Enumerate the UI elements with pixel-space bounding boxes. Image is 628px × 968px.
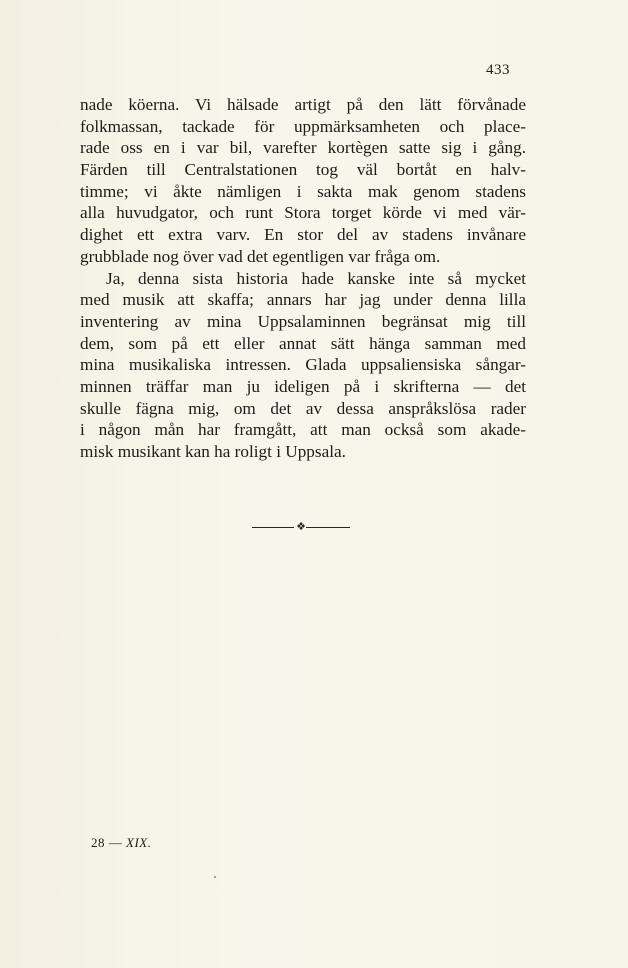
text-line: dem, som på ett eller annat sätt hänga samman med	[80, 333, 526, 353]
text-line: misk musikant kan ha roligt i Uppsala.	[80, 442, 346, 461]
divider-rule-left	[252, 527, 294, 528]
text-line: med musik att skaffa; annars har jag under denna lilla	[80, 290, 526, 310]
text-line: alla huvudgator, och runt Stora torget körde vi med vär-	[80, 203, 526, 223]
page-number: 433	[486, 62, 510, 78]
paper-speck	[214, 876, 216, 878]
text-line: nade köerna. Vi hälsade artigt på den lätt förvånade	[80, 95, 526, 114]
text-line: grubblade nog över vad det egentligen var fråga om.	[80, 246, 441, 266]
body-text	[80, 94, 526, 463]
text-line: timme; vi åkte nämligen i sakta mak genom stadens	[80, 181, 526, 201]
printer-signature-mark	[91, 835, 151, 851]
text-line: Färden till Centralstationen tog väl bortåt en halv-	[80, 160, 526, 180]
signature-volume: XIX.	[126, 835, 152, 850]
text-line: mina musikaliska intressen. Glada uppsaliensiska sångar-	[80, 355, 526, 375]
signature-sheet-number: 28	[91, 835, 105, 850]
fleuron-icon: ❖	[296, 521, 306, 533]
text-line: skulle fägna mig, om det av dessa anspråkslösa rader	[80, 398, 526, 418]
divider-rule-right	[306, 527, 350, 528]
section-divider-ornament	[252, 521, 350, 535]
text-line: rade oss en i var bil, varefter kortègen satte sig i gång.	[80, 138, 526, 158]
text-line: inventering av mina Uppsalaminnen begränsat mig till	[80, 311, 526, 331]
text-line: dighet ett extra varv. En stor del av stadens invånare	[80, 225, 526, 245]
text-line: minnen träffar man ju ideligen på i skrifterna — det	[80, 376, 526, 396]
text-line-paragraph-start: Ja, denna sista historia hade kanske inte så mycket	[106, 268, 526, 288]
text-line: folkmassan, tackade för uppmärksamheten och place-	[80, 116, 526, 136]
signature-dash: —	[108, 835, 123, 850]
text-line: i någon mån har framgått, att man också som akade-	[80, 420, 526, 440]
